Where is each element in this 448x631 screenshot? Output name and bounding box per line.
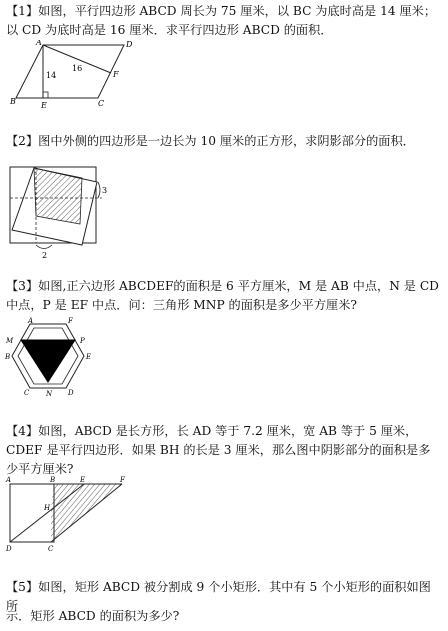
fig4-label-C: C [48,545,54,553]
problem-5-line1: 【5】如图，矩形 ABCD 被分割成 9 个小矩形．其中有 5 个小矩形的面积如图所 [6,580,431,613]
fig2-dim-3: 3 [102,186,108,195]
fig1-height-14: 14 [46,71,57,80]
fig3-label-M: M [6,337,14,345]
fig1-label-F: F [113,70,119,79]
fig1-label-B: B [10,97,16,106]
problem-4-text: 【4】如图，ABCD 是长方形，长 AD 等于 7.2 厘米，宽 AB 等于 5 厘米，CDEF 是平行四边形．如果 BH 的长是 3 厘米，那么图中阴影部分的面积是多少平方厘米? [6,424,431,476]
problem-2-text: 【2】图中外侧的四边形是一边长为 10 厘米的正方形，求阴影部分的面积． [6,134,415,148]
fig3-label-P: P [80,337,85,345]
fig3-label-C: C [24,389,30,396]
figure-1-parallelogram [6,40,136,112]
fig1-label-C: C [98,99,105,108]
fig4-label-E: E [80,476,86,484]
problem-5-line2: 示．矩形 ABCD 的面积为多少? [6,609,180,623]
fig3-label-N: N [46,390,53,396]
figure-3-hexagon [4,316,94,396]
fig3-label-A: A [28,317,34,325]
fig4-label-F: F [120,476,125,484]
fig3-label-D: D [68,389,74,396]
fig4-label-B: B [50,476,56,484]
figure-2-square [2,160,112,260]
fig1-label-E: E [41,101,47,110]
fig3-label-E: E [86,353,92,361]
fig3-label-F: F [68,317,73,325]
fig1-height-16: 16 [72,64,83,73]
fig4-label-H: H [44,504,51,512]
fig1-label-D: D [126,40,133,49]
fig4-label-D: D [6,545,12,553]
fig4-label-A: A [6,476,12,484]
problem-3-text: 【3】如图,正六边形 ABCDEF的面积是 6 平方厘米，M 是 AB 中点，N 是 CD 中点，P 是 EF 中点．问：三角形 MNP 的面积是多少平方厘米? [6,279,439,312]
figure-4-rectangle-parallelogram [2,476,130,554]
fig3-label-B: B [5,353,11,361]
fig2-dim-2: 2 [42,251,48,260]
problem-1-text: 【1】如图，平行四边形 ABCD 周长为 75 厘米，以 BC 为底时高是 14 厘米；以 CD 为底时高是 16 厘米．求平行四边形 ABCD 的面积． [6,4,437,37]
fig1-label-A: A [36,40,42,47]
